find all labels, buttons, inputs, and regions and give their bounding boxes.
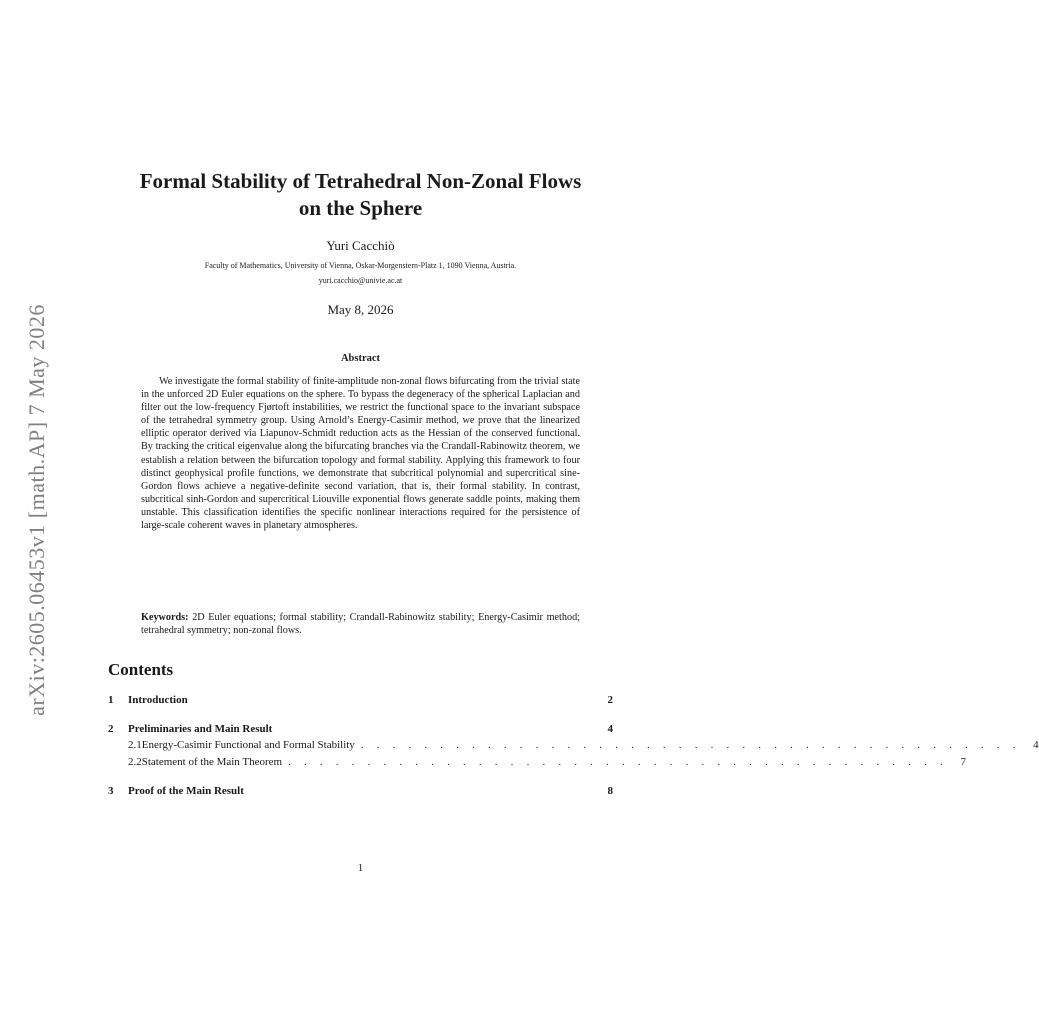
abstract-heading: Abstract (340, 353, 381, 364)
toc-entry-label: Proof of the Main Result (128, 785, 244, 797)
toc-entry-number: 2.2 (128, 756, 142, 768)
keywords-label: Keywords: (141, 612, 189, 623)
toc-entry-number: 2 (108, 723, 114, 735)
toc-entry-number: 2.1 (128, 739, 142, 751)
toc-entry-label: Preliminaries and Main Result (128, 723, 273, 735)
arxiv-identifier: arXiv:2605.06453v1 [math.AP] 7 May 2026 (24, 304, 49, 716)
toc-entry-page: 7 (960, 756, 966, 768)
toc-entry-number: 3 (108, 785, 114, 797)
toc-entry-energy-casimir[interactable] (108, 739, 1039, 754)
toc-entry-label: Introduction (128, 694, 188, 706)
author-name: Yuri Cacchiò (326, 238, 395, 253)
toc-entry-page: 4 (607, 723, 613, 735)
title-line-2: on the Sphere (298, 196, 423, 220)
toc-entry-main-theorem[interactable] (108, 756, 966, 771)
toc-entry-proof[interactable] (108, 785, 613, 800)
author-email: yuri.cacchio@univie.ac.at (318, 276, 403, 285)
title-line-1: Formal Stability of Tetrahedral Non-Zonal Flows (139, 169, 582, 193)
keywords-text: 2D Euler equations; formal stability; Crandall-Rabinowitz stability; Energy-Casimir method; tetrahedral symmetry; non-zonal flows. (141, 612, 580, 637)
toc-entry-introduction[interactable] (108, 694, 613, 709)
toc-entry-preliminaries[interactable] (108, 723, 613, 738)
toc-dot-leader: . . . . . . . . . . . . . . . . . . . . . . . . . . . . . . . . . . . . . . . . . . (360, 739, 1021, 751)
toc-entry-label: Statement of the Main Theorem (141, 756, 283, 768)
abstract-body: We investigate the formal stability of finite-amplitude non-zonal flows bifurcating from the trivial state in the unforced 2D Euler equations on the sphere. To bypass the degeneracy of the spherical Laplacian and filter out the low-frequency Fjørtoft instabilities, we restrict the functional space to the invariant subspace of the tetrahedral symmetry group. Using Arnold’s Energy-Casimir method, we prove that the linearized elliptic operator derived via Liapunov-Schmidt reduction acts as the Hessian of the conserved functional. By tracking the critical eigenvalue along the bifurcating branches via the Crandall-Rabinowitz theorem, we establish a relation between the bifurcation topology and formal stability. Applying this framework to four distinct geophysical profile functions, we demonstrate that subcritical polynomial and supercritical sine-Gordon flows achieve a negative-definite second variation, that is, their formal stability. In contrast, subcritical sinh-Gordon and supercritical Liouville exponential flows generate saddle points, making them unstable. This classification identifies the specific nonlinear interactions required for the persistence of large-scale coherent waves in planetary atmospheres. (141, 376, 580, 532)
toc-entry-label: Energy-Casimir Functional and Formal Stability (141, 739, 355, 751)
toc-entry-page: 2 (607, 694, 613, 706)
toc-entry-number: 1 (108, 694, 114, 706)
toc-entry-page: 4 (1033, 739, 1039, 751)
paper-date: May 8, 2026 (327, 302, 394, 317)
keywords (141, 611, 580, 637)
contents-heading: Contents (108, 660, 174, 679)
author-affiliation: Faculty of Mathematics, University of Vienna, Oskar-Morgenstern-Platz 1, 1090 Vienna, Austria. (204, 261, 517, 270)
toc-dot-leader: . . . . . . . . . . . . . . . . . . . . . . . . . . . . . . . . . . . . . . . . . . (288, 756, 948, 768)
paper-title (0, 168, 721, 222)
toc-entry-page: 8 (607, 785, 613, 797)
page-number: 1 (357, 862, 364, 874)
